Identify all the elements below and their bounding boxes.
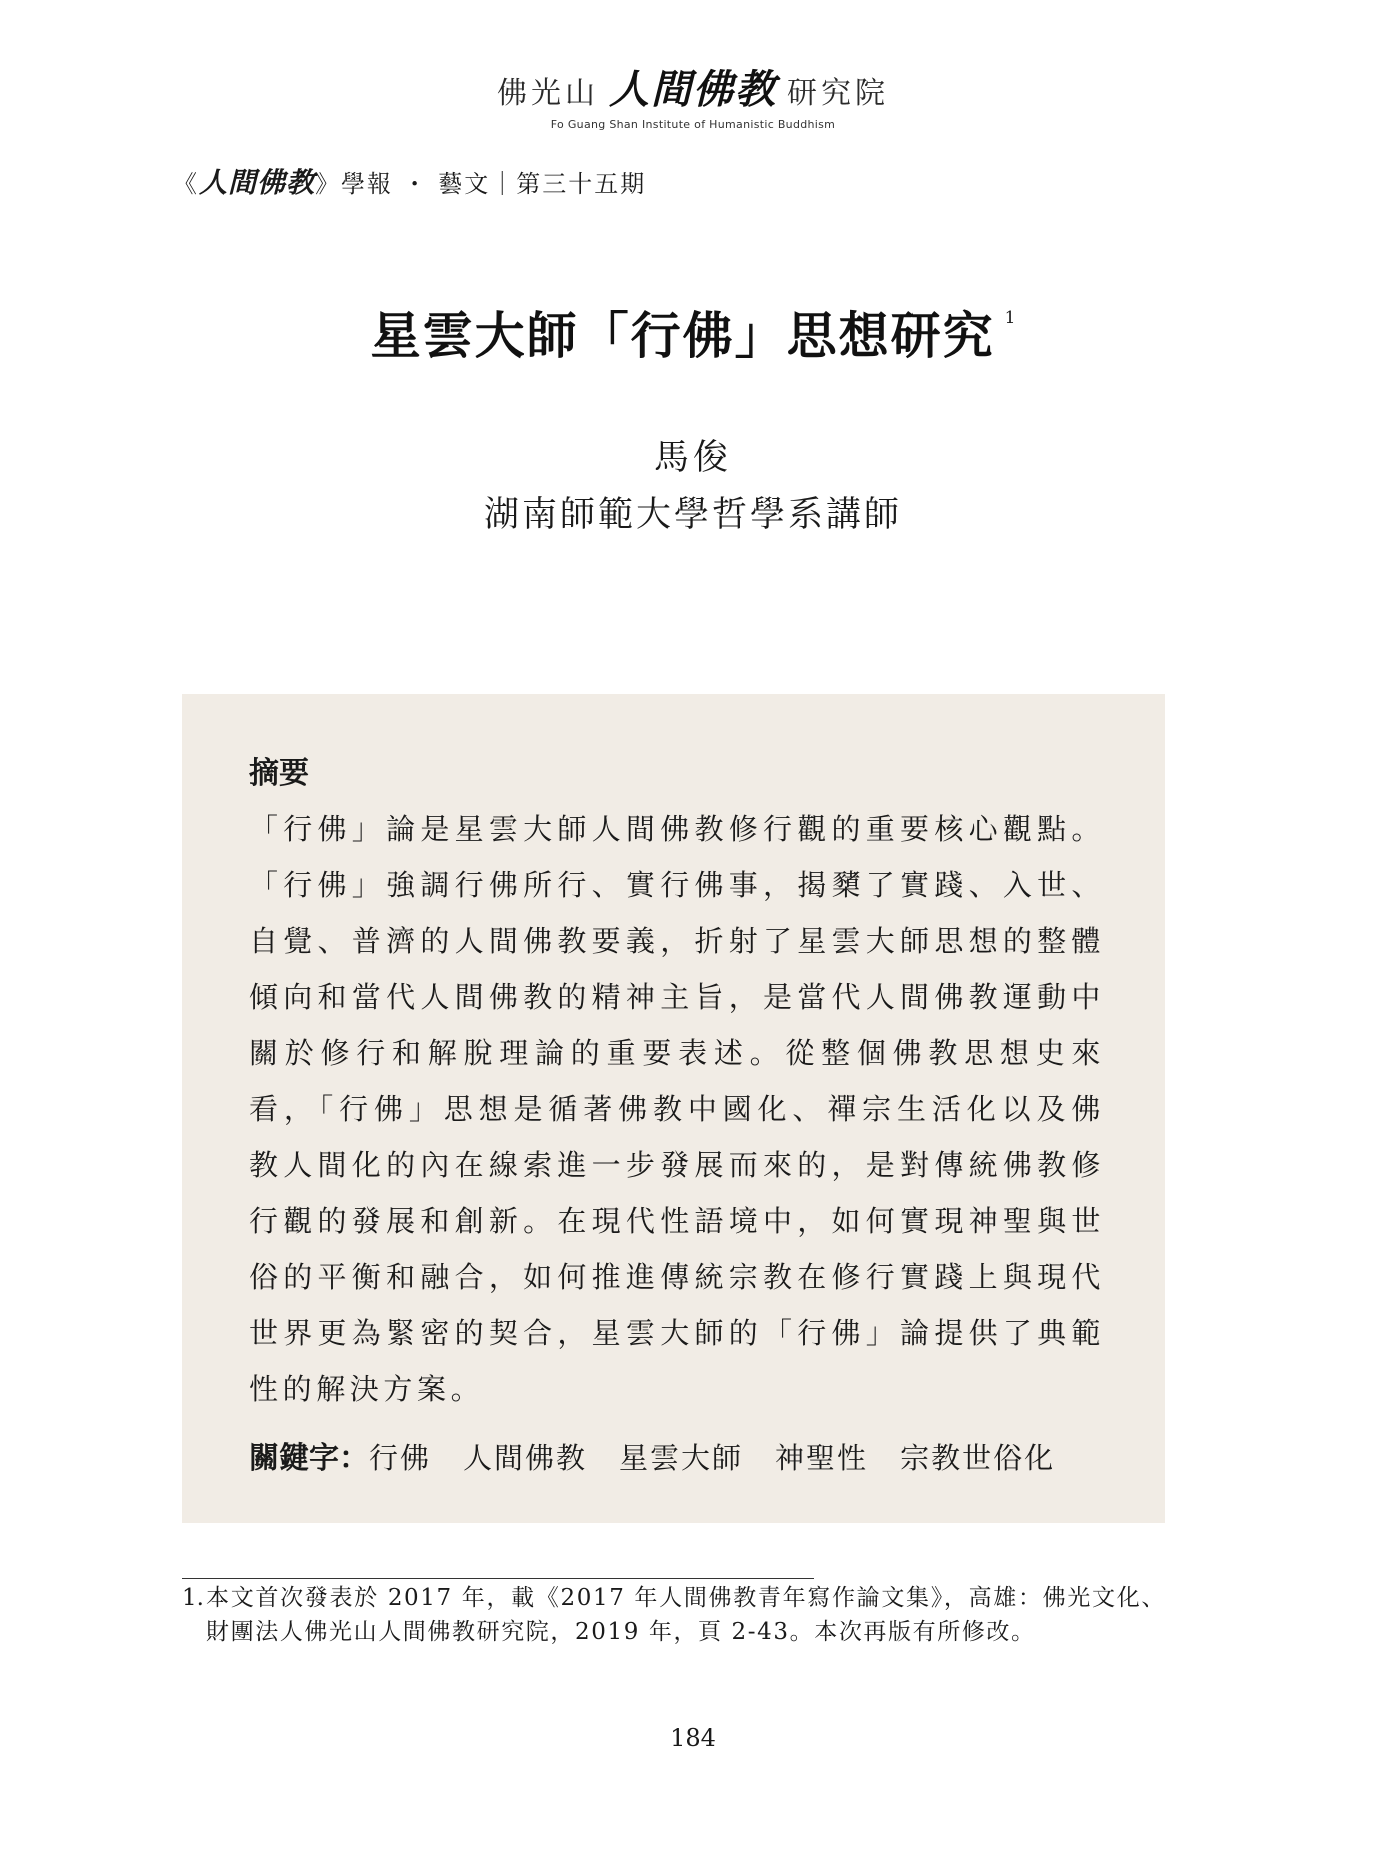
title-footnote-marker: 1 [1004,308,1016,328]
article-title: 星雲大師「行佛」思想研究 [370,306,995,365]
institute-header [0,58,1386,131]
footnote-divider [182,1578,814,1579]
keyword: 宗教世俗化 [900,1441,1056,1475]
author-name: 馬俊 [653,438,732,478]
keyword: 神聖性 [775,1441,869,1475]
abstract-body: 「行佛」論是星雲大師人間佛教修行觀的重要核心觀點。「行佛」強調行佛所行、實行佛事，揭櫫了實踐、入世、自覺、普濟的人間佛教要義，折射了星雲大師思想的整體傾向和當代人間佛教的精神主旨，是當代人間佛教運動中關於修行和解脫理論的重要表述。從整個佛教思想史來看，「行佛」思想是循著佛教中國化、禪宗生活化以及佛教人間化的內在線索進一步發展而來的，是對傳統佛教修行觀的發展和創新。在現代性語境中，如何實現神聖與世俗的平衡和融合，如何推進傳統宗教在修行實踐上與現代世界更為緊密的契合，星雲大師的「行佛」論提供了典範性的解決方案。 [249,812,1105,1406]
institute-prefix: 佛光山 [497,76,599,111]
keyword: 行佛 [369,1441,432,1475]
institute-logo-text: 人間佛教 [609,66,777,113]
author-affiliation: 湖南師範大學哲學系講師 [483,495,902,535]
institute-english-name: Fo Guang Shan Institute of Humanistic Buddhism [550,118,836,131]
footnote-text: 本文首次發表於 2017 年，載《2017 年人間佛教青年寫作論文集》，高雄：佛光文化、財團法人佛光山人間佛教研究院，2019 年，頁 2-43。本次再版有所修改。 [206,1585,1166,1645]
article-title-block [0,296,1386,368]
footnote-number: 1. [182,1585,204,1611]
keywords-line [249,1433,1109,1477]
page-number: 184 [670,1724,716,1752]
keyword: 星雲大師 [619,1441,744,1475]
footnote [182,1581,1166,1649]
institute-name [497,58,889,115]
abstract-heading: 摘要 [249,756,309,791]
journal-logo-text: 人間佛教 [199,166,316,199]
journal-open-bracket: 《 [173,170,199,198]
journal-issue: 》學報 ・ 藝文｜第三十五期 [315,170,647,198]
institute-suffix: 研究院 [787,76,889,111]
keywords-label: 關鍵字： [249,1441,369,1476]
journal-running-head [173,161,646,201]
keyword: 人間佛教 [463,1441,588,1475]
